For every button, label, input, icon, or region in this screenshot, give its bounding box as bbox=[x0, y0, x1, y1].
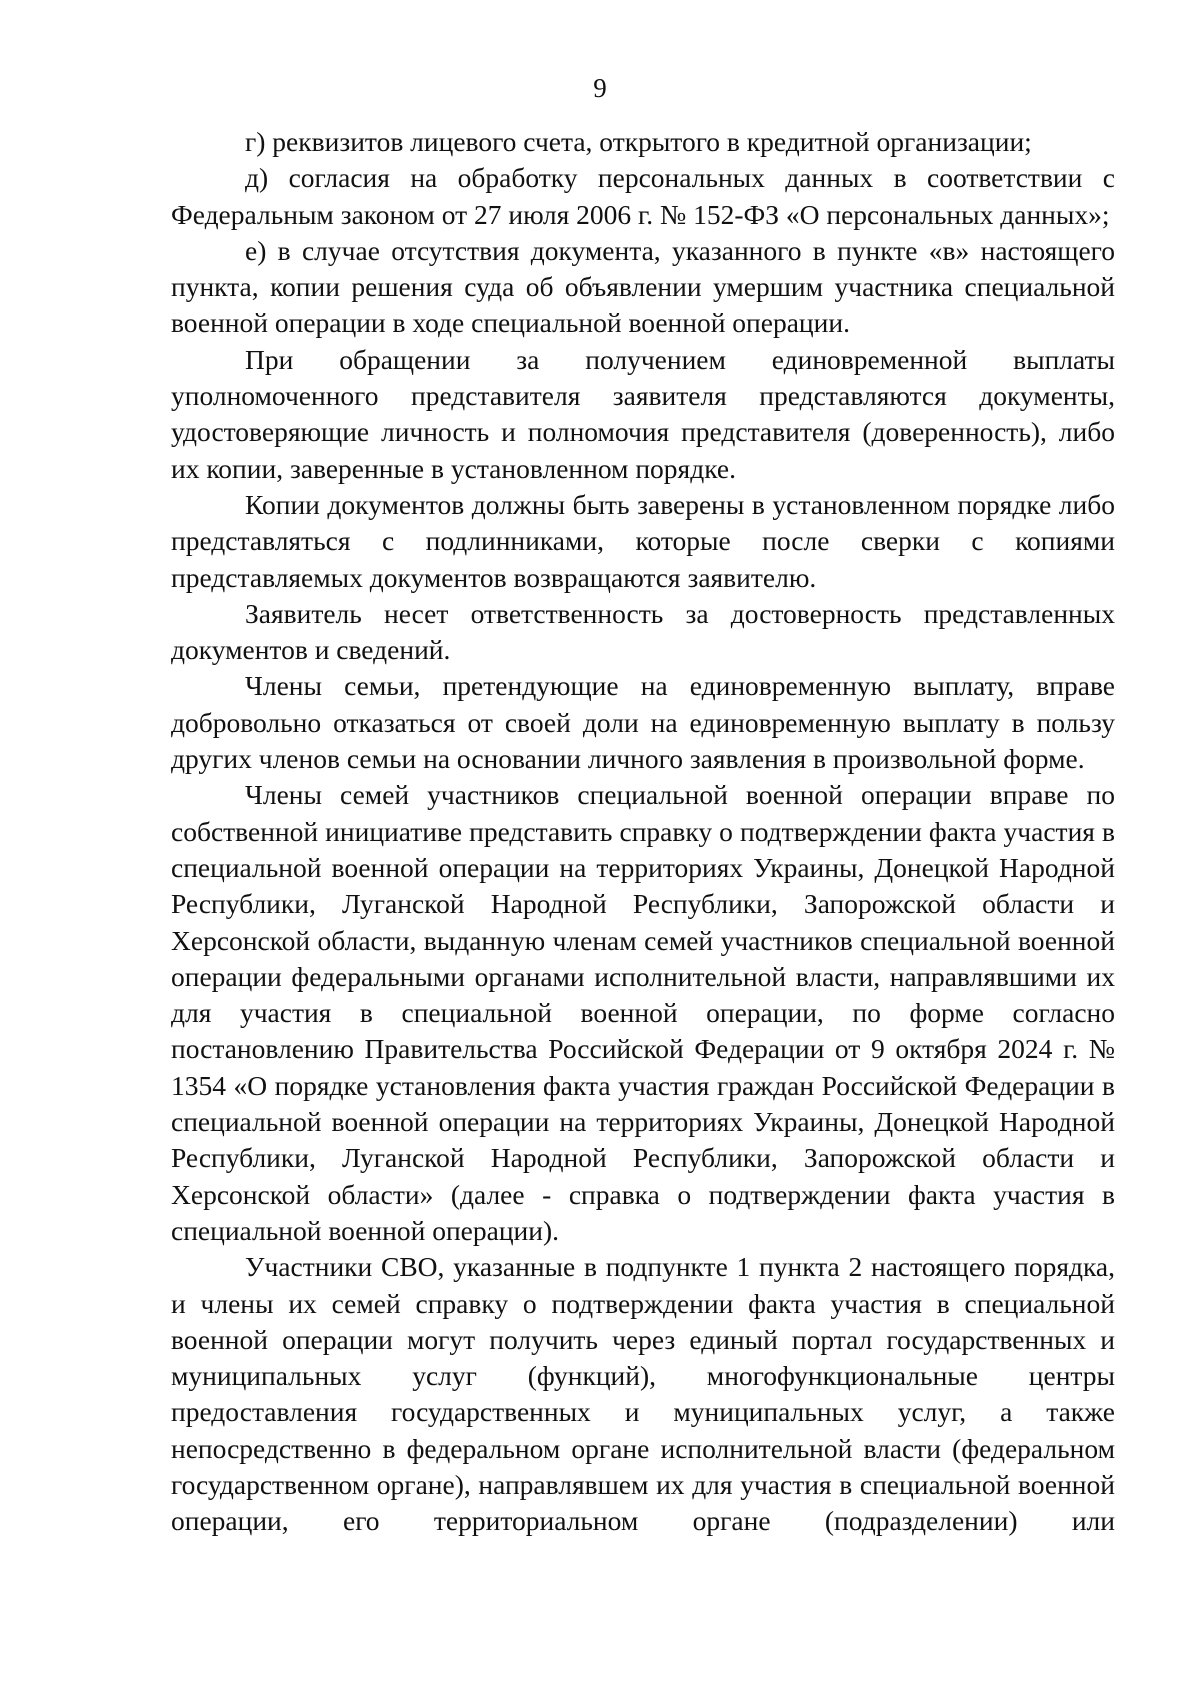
document-body bbox=[171, 124, 1115, 1540]
paragraph-family-refusal: Члены семьи, претендующие на единовременную выплату, вправе добровольно отказаться от своей доли на единовременную выплату в пользу других членов семьи на основании личного заявления в произвольной форме. bbox=[171, 670, 1115, 775]
paragraph-copies: Копии документов должны быть заверены в установленном порядке либо представляться с подлинниками, которые после сверки с копиями представляемых документов возвращаются заявителю. bbox=[171, 488, 1115, 593]
paragraph-participation-certificate: Члены семей участников специальной военной операции вправе по собственной инициативе представить справку о подтверждении факта участия в специальной военной операции на территориях Украины, Донецкой Народной Республики, Луганской Народной Республики, Запорожской области и Херсонской области, выданную членам семей участников специальной военной операции федеральными органами исполнительной власти, направлявшими их для участия в специальной военной операции, по форме согласно постановлению Правительства Российской Федерации от 9 октября 2024 г. № 1354 «О порядке установления факта участия граждан Российской Федерации в специальной военной операции на территориях Украины, Донецкой Народной Республики, Луганской Народной Республики, Запорожской области и Херсонской области» (далее - справка о подтверждении факта участия в специальной военной операции). bbox=[171, 779, 1115, 1246]
paragraph-representative: При обращении за получением единовременной выплаты уполномоченного представителя заявителя представляются документы, удостоверяющие личность и полномочия представителя (доверенность), либо их копии, заверенные в установленном порядке. bbox=[171, 343, 1115, 484]
paragraph-item-g: г) реквизитов лицевого счета, открытого в кредитной организации; bbox=[245, 126, 1032, 157]
page-number: 9 bbox=[593, 73, 607, 103]
paragraph-item-d: д) согласия на обработку персональных данных в соответствии с Федеральным законом от 27 июля 2006 г. № 152-ФЗ «О персональных данных»; bbox=[171, 162, 1115, 230]
paragraph-certificate-sources: Участники СВО, указанные в подпункте 1 пункта 2 настоящего порядка, и члены их семей справку о подтверждении факта участия в специальной военной операции могут получить через единый портал государственных и муниципальных услуг (функций), многофункциональные центры предоставления государственных и муниципальных услуг, а также непосредственно в федеральном органе исполнительной власти (федеральном государственном органе), направлявшем их для участия в специальной военной операции, его территориальном органе (подразделении) или bbox=[171, 1251, 1115, 1537]
paragraph-item-e: е) в случае отсутствия документа, указанного в пункте «в» настоящего пункта, копии решения суда об объявлении умершим участника специальной военной операции в ходе специальной военной операции. bbox=[171, 234, 1115, 339]
paragraph-responsibility: Заявитель несет ответственность за достоверность представленных документов и сведений. bbox=[171, 597, 1115, 666]
